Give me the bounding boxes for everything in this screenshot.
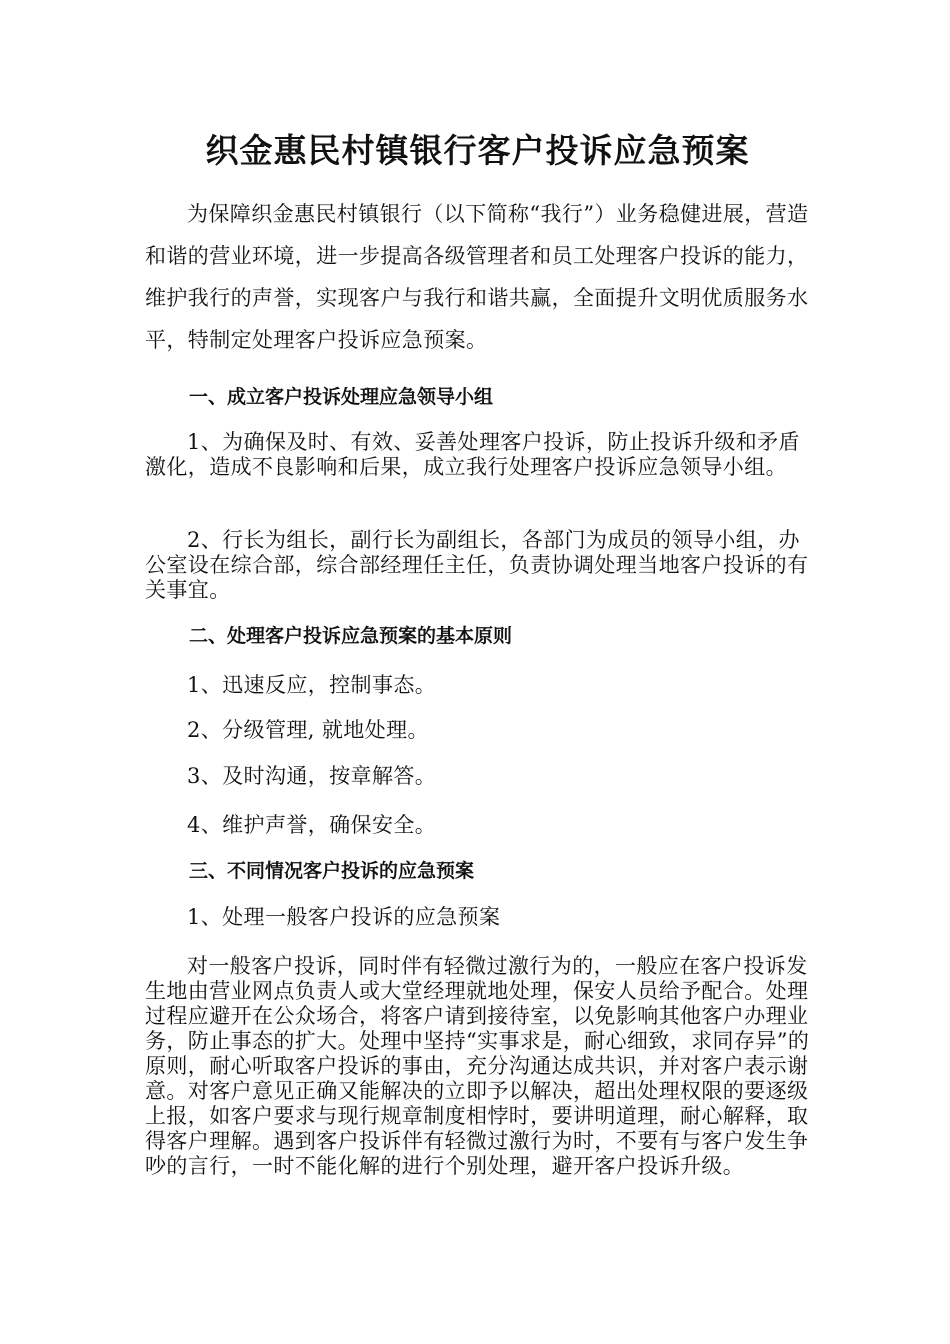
section-1-paragraph-1: 1、为确保及时、有效、妥善处理客户投诉，防止投诉升级和矛盾激化，造成不良影响和后果，成立我行处理客户投诉应急领导小组。 — [145, 430, 800, 479]
section-3-paragraph-1: 对一般客户投诉，同时伴有轻微过激行为的，一般应在客户投诉发生地由营业网点负责人或大堂经理就地处理，保安人员给予配合。处理过程应避开在公众场合，将客户请到接待室，以免影响其他客户办理业务，防止事态的扩大。处理中坚持“实事求是，耐心细致，求同存异”的原则，耐心听取客户投诉的事由，充分沟通达成共识，并对客户表示谢意。对客户意见正确又能解决的立即予以解决，超出处理权限的要逐级上报，如客户要求与现行规章制度相悖时，要讲明道理，耐心解释，取得客户理解。遇到客户投诉伴有轻微过激行为时，不要有与客户发生争吵的言行，一时不能化解的进行个别处理，避开客户投诉升级。 — [145, 954, 810, 1178]
principle-item-2: 2、分级管理, 就地处理。 — [187, 718, 429, 742]
section-2-heading: 二、处理客户投诉应急预案的基本原则 — [189, 625, 513, 647]
principle-item-1: 1、迅速反应，控制事态。 — [187, 673, 437, 697]
section-3-subheading: 1、处理一般客户投诉的应急预案 — [187, 905, 501, 929]
section-3-heading: 三、不同情况客户投诉的应急预案 — [189, 860, 475, 882]
section-1-heading: 一、成立客户投诉处理应急领导小组 — [189, 386, 494, 408]
principle-item-3: 3、及时沟通，按章解答。 — [187, 764, 437, 788]
intro-paragraph: 为保障织金惠民村镇银行（以下简称“我行”）业务稳健进展，营造和谐的营业环境，进一步提高各级管理者和员工处理客户投诉的能力，维护我行的声誉，实现客户与我行和谐共赢，全面提升文明优质服务水平，特制定处理客户投诉应急预案。 — [145, 202, 809, 352]
document-title: 织金惠民村镇银行客户投诉应急预案 — [205, 131, 750, 170]
section-1-paragraph-2: 2、行长为组长，副行长为副组长，各部门为成员的领导小组，办公室设在综合部，综合部经理任主任，负责协调处理当地客户投诉的有关事宜。 — [145, 528, 809, 602]
principle-item-4: 4、维护声誉，确保安全。 — [187, 813, 437, 837]
